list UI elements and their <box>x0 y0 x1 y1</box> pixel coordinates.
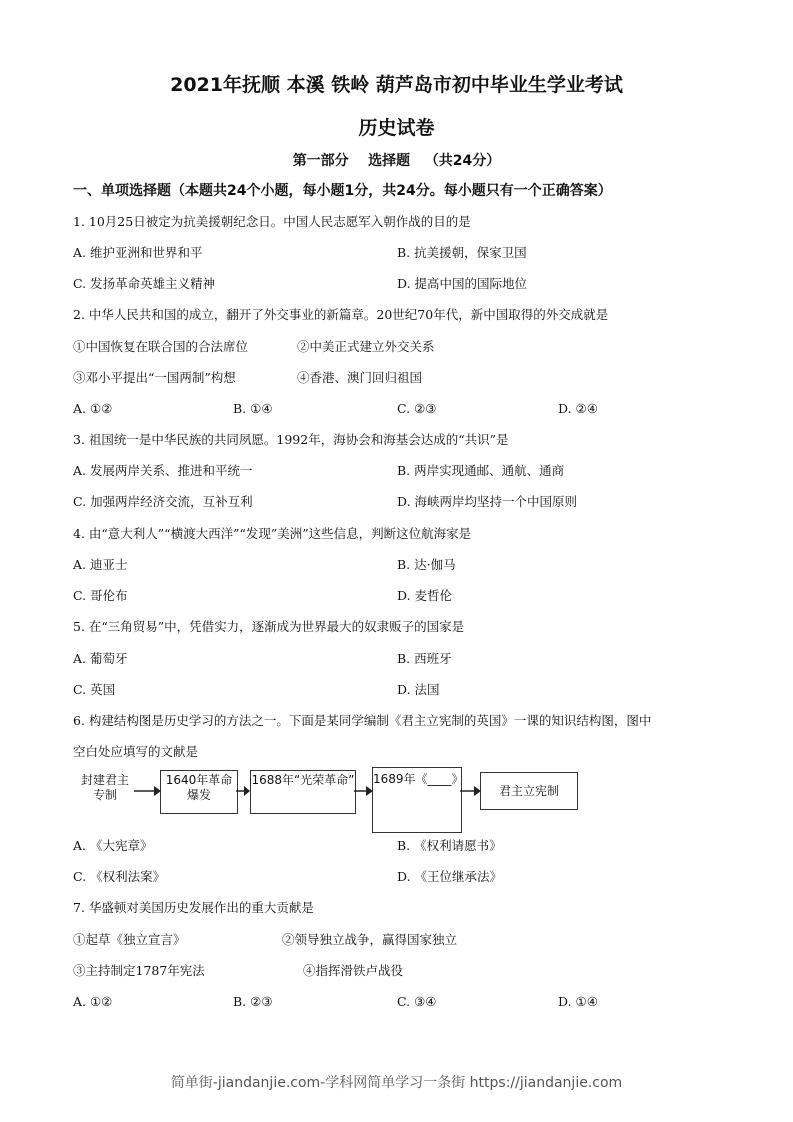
diagram-box-3: 1688年“光荣革命” <box>250 770 356 814</box>
question-3-option-c: C. 加强两岸经济交流，互补互利 <box>73 494 253 509</box>
question-1-option-d: D. 提高中国的国际地位 <box>397 276 528 291</box>
question-2-item-1: ①中国恢复在联合国的合法席位 <box>73 339 249 354</box>
question-4-option-c: C. 哥伦布 <box>73 588 128 603</box>
part-heading: 第一部分 选择题 （共24分） <box>292 153 501 169</box>
question-3-option-d: D. 海峡两岸均坚持一个中国原则 <box>397 494 578 509</box>
question-2-item-4: ④香港、澳门回归祖国 <box>297 370 423 385</box>
question-3-option-b: B. 两岸实现通邮、通航、通商 <box>397 463 565 478</box>
question-7-option-a: A. ①② <box>73 994 113 1009</box>
diagram-box-4: 1689年《____》 <box>372 767 462 833</box>
question-5-option-d: D. 法国 <box>397 682 440 697</box>
question-4-option-a: A. 迪亚士 <box>73 557 128 572</box>
question-2-item-3: ③邓小平提出“一国两制”构想 <box>73 370 236 385</box>
question-6-option-a: A. 《大宪章》 <box>73 838 153 853</box>
question-7-option-d: D. ①④ <box>558 994 598 1009</box>
question-7-item-3: ③主持制定1787年宪法 <box>73 963 205 978</box>
question-5-option-a: A. 葡萄牙 <box>73 651 128 666</box>
question-7-option-b: B. ②③ <box>233 994 273 1009</box>
question-5-option-c: C. 英国 <box>73 682 116 697</box>
question-3-stem: 3. 祖国统一是中华民族的共同夙愿。1992年，海协会和海基会达成的“共识”是 <box>73 432 509 447</box>
footer-watermark: 简单街-jiandanjie.com-学科网简单学习一条街 https://jiandanjie.com <box>170 1075 623 1091</box>
diagram-arrow-4 <box>460 783 482 799</box>
diagram-arrow-1 <box>134 783 162 799</box>
diagram-arrow-2 <box>236 783 252 799</box>
diagram-arrow-3 <box>354 783 374 799</box>
question-7-item-4: ④指挥滑铁卢战役 <box>303 963 404 978</box>
question-4-stem: 4. 由“意大利人”“横渡大西洋”“发现”美洲”这些信息，判断这位航海家是 <box>73 526 472 541</box>
question-2-option-a: A. ①② <box>73 401 113 416</box>
question-1-option-c: C. 发扬革命英雄主义精神 <box>73 276 216 291</box>
question-7-item-2: ②领导独立战争，赢得国家独立 <box>282 932 458 947</box>
question-1-option-a: A. 维护亚洲和世界和平 <box>73 245 203 260</box>
question-6-stem-cont: 空白处应填写的文献是 <box>73 744 199 759</box>
question-2-option-c: C. ②③ <box>397 401 437 416</box>
diagram-box-1: 封建君主专制 <box>76 770 134 811</box>
question-6-stem: 6. 构建结构图是历史学习的方法之一。下面是某同学编制《君主立宪制的英国》一课的知识结构图，图中 <box>73 713 652 728</box>
question-7-option-c: C. ③④ <box>397 994 437 1009</box>
exam-subtitle: 历史试卷 <box>358 117 435 139</box>
question-7-item-1: ①起草《独立宣言》 <box>73 932 186 947</box>
question-5-stem: 5. 在“三角贸易”中，凭借实力，逐渐成为世界最大的奴隶贩子的国家是 <box>73 619 465 634</box>
question-6-option-c: C. 《权利法案》 <box>73 869 166 884</box>
question-4-option-d: D. 麦哲伦 <box>397 588 453 603</box>
question-2-option-b: B. ①④ <box>233 401 273 416</box>
question-7-stem: 7. 华盛顿对美国历史发展作出的重大贡献是 <box>73 900 314 915</box>
question-3-option-a: A. 发展两岸关系、推进和平统一 <box>73 463 253 478</box>
question-1-stem: 1. 10月25日被定为抗美援朝纪念日。中国人民志愿军入朝作战的目的是 <box>73 214 471 229</box>
diagram-box-5: 君主立宪制 <box>480 772 578 810</box>
question-2-stem: 2. 中华人民共和国的成立，翻开了外交事业的新篇章。20世纪70年代，新中国取得的外交成就是 <box>73 307 609 322</box>
question-5-option-b: B. 西班牙 <box>397 651 452 666</box>
question-6-option-d: D. 《王位继承法》 <box>397 869 503 884</box>
section-heading: 一、单项选择题（本题共24个小题，每小题1分，共24分。每小题只有一个正确答案） <box>73 183 612 199</box>
exam-title: 2021年抚顺 本溪 铁岭 葫芦岛市初中毕业生学业考试 <box>170 74 623 96</box>
question-1-option-b: B. 抗美援朝，保家卫国 <box>397 245 527 260</box>
question-4-option-b: B. 达·伽马 <box>397 557 456 572</box>
diagram-box-2: 1640年革命爆发 <box>160 770 238 814</box>
question-2-option-d: D. ②④ <box>558 401 598 416</box>
question-2-item-2: ②中美正式建立外交关系 <box>297 339 435 354</box>
question-6-option-b: B. 《权利请愿书》 <box>397 838 502 853</box>
